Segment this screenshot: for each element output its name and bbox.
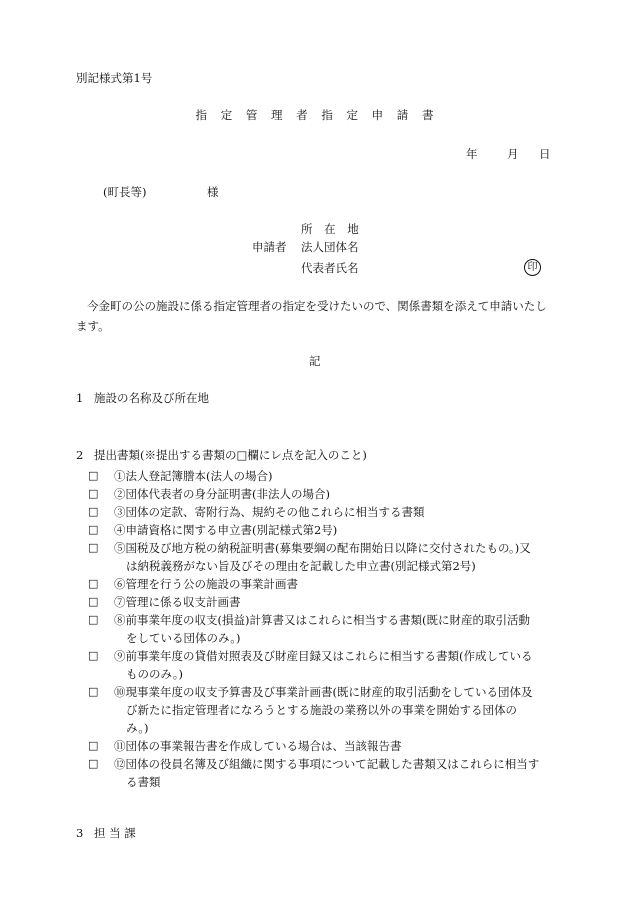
document-item	[88, 647, 558, 683]
checkbox-icon[interactable]: □	[88, 505, 99, 518]
document-item	[88, 593, 558, 611]
document-item-text	[114, 737, 558, 755]
document-item-line: ⑦管理に係る収支計画書	[114, 595, 241, 609]
section-title: 施設の名称及び所在地	[94, 391, 209, 405]
document-item	[88, 611, 558, 647]
document-item	[88, 575, 558, 593]
representative-name-label: 代表者氏名	[301, 261, 359, 275]
address-label: 所 在 地	[301, 222, 359, 236]
document-item-line: ⑧前事業年度の収支(損益)計算書又はこれらに相当する書類(既に財産的取引活動	[114, 613, 530, 627]
document-item-text	[114, 611, 558, 647]
document-item	[88, 485, 558, 503]
document-item	[88, 683, 558, 737]
document-item-text	[114, 575, 558, 593]
document-item	[88, 755, 558, 791]
checkbox-icon[interactable]: □	[88, 739, 99, 752]
document-item-line: もののみ。)	[126, 667, 183, 681]
document-item-text	[114, 485, 558, 503]
document-checklist	[88, 467, 558, 791]
ki-heading: 記	[309, 354, 321, 368]
checkbox-icon[interactable]: □	[88, 649, 99, 662]
document-item	[88, 521, 558, 539]
date-month-label: 月	[507, 147, 519, 161]
document-item-line: ⑪団体の事業報告書を作成している場合は、当該報告書	[114, 739, 402, 753]
applicant-label: 申請者	[252, 240, 287, 254]
document-item-text	[114, 593, 558, 611]
document-title: 指 定 管 理 者 指 定 申 請 書	[195, 108, 435, 122]
section-department	[76, 828, 136, 840]
document-item-text	[114, 467, 558, 485]
document-item-line: ⑫団体の役員名簿及び組織に関する事項について記載した書類又はこれらに相当す	[114, 757, 540, 771]
checkbox-icon[interactable]: □	[88, 541, 99, 554]
document-item-text	[114, 755, 558, 791]
application-statement: 今金町の公の施設に係る指定管理者の指定を受けたいので、関係書類を添えて申請いたします。	[76, 299, 547, 333]
section-title: 提出書類(※提出する書類の□欄にレ点を記入のこと)	[94, 448, 367, 462]
checkbox-icon[interactable]: □	[88, 487, 99, 500]
document-item-line: る書類	[126, 775, 161, 789]
document-item-text	[114, 683, 558, 737]
document-item-text	[114, 539, 558, 575]
document-item-line: ①法人登記簿謄本(法人の場合)	[114, 469, 273, 483]
checkbox-icon[interactable]: □	[88, 685, 99, 698]
document-item-line: ⑨前事業年度の貸借対照表及び財産目録又はこれらに相当する書類(作成している	[114, 649, 533, 663]
checkbox-icon[interactable]: □	[88, 613, 99, 626]
document-item	[88, 737, 558, 755]
document-item-line: び新たに指定管理者になろうとする施設の業務以外の事業を開始する団体の	[126, 703, 517, 717]
document-item-text	[114, 503, 558, 521]
section-number: 3	[76, 826, 84, 840]
date-year-label: 年	[466, 147, 478, 161]
date-day-label: 日	[539, 147, 551, 161]
document-item	[88, 467, 558, 485]
section-title: 担 当 課	[94, 826, 136, 840]
form-number: 別記様式第1号	[76, 71, 153, 85]
document-item-text	[114, 521, 558, 539]
checkbox-icon[interactable]: □	[88, 595, 99, 608]
addressee: (町長等)	[103, 185, 147, 199]
document-item-text	[114, 647, 558, 683]
section-number: 1	[76, 391, 84, 405]
document-item-line: ⑤国税及び地方税の納税証明書(募集要綱の配布開始日以降に交付されたもの。)又	[114, 541, 531, 555]
document-item-line: み。)	[126, 721, 149, 735]
document-item-line: ⑩現事業年度の収支予算書及び事業計画書(既に財産的取引活動をしている団体及	[114, 685, 533, 699]
checkbox-icon[interactable]: □	[88, 523, 99, 536]
document-item	[88, 539, 558, 575]
document-item	[88, 503, 558, 521]
section-facility	[76, 393, 209, 405]
document-item-line: ②団体代表者の身分証明書(非法人の場合)	[114, 487, 330, 501]
seal-mark: 印	[524, 259, 541, 276]
organization-name-label: 法人団体名	[301, 240, 359, 254]
document-item-line: ④申請資格に関する申立書(別記様式第2号)	[114, 523, 338, 537]
checkbox-icon[interactable]: □	[88, 469, 99, 482]
document-item-line: は納税義務がない旨及びその理由を記載した申立書(別記様式第2号)	[126, 559, 476, 573]
document-item-line: ⑥管理を行う公の施設の事業計画書	[114, 577, 298, 591]
addressee-honorific: 様	[207, 185, 219, 199]
checkbox-icon[interactable]: □	[88, 757, 99, 770]
document-item-line: ③団体の定款、寄附行為、規約その他これらに相当する書類	[114, 505, 425, 519]
section-number: 2	[76, 448, 84, 462]
checkbox-icon[interactable]: □	[88, 577, 99, 590]
section-documents	[76, 450, 367, 462]
document-item-line: をしている団体のみ。)	[126, 631, 241, 645]
